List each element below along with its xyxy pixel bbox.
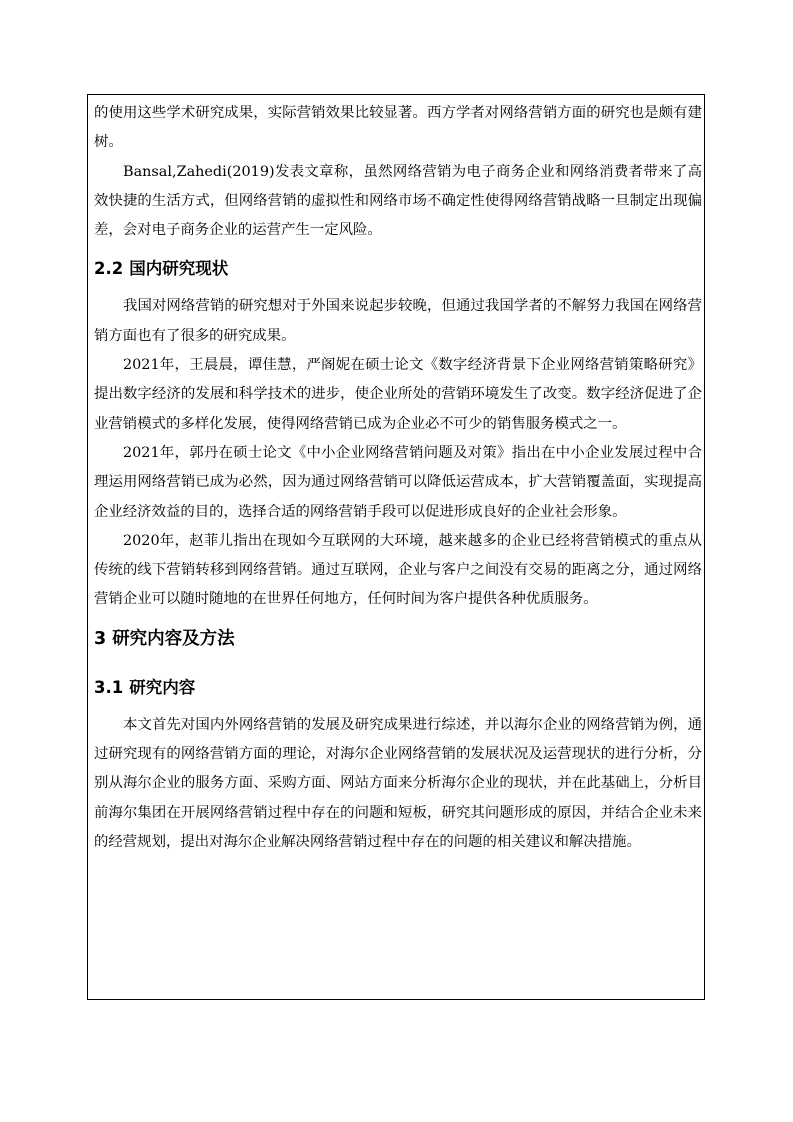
heading-title: 研究内容及方法 [112, 628, 235, 649]
paragraph-zhao-2020: 2020年，赵菲儿指出在现如今互联网的大环境，越来越多的企业已经将营销模式的重点从传统的线下营销转移到网络营销。通过互联网，企业与客户之间没有交易的距离之分，通过网络营销企业可以随时随地的在世界任何地方，任何时间为客户提供各种优质服务。 [94, 532, 702, 608]
paragraph-bansal: Bansal,Zahedi(2019)发表文章称，虽然网络营销为电子商务企业和网络消费者带来了高效快捷的生活方式，但网络营销的虚拟性和网络市场不确定性使得网络营销战略一旦制定出现偏差，会对电子商务企业的运营产生一定风险。 [94, 163, 702, 239]
heading-number: 3.1 [94, 677, 124, 697]
heading-title: 国内研究现状 [129, 259, 229, 279]
paragraph-research-content: 本文首先对国内外网络营销的发展及研究成果进行综述，并以海尔企业的网络营销为例，通过研究现有的网络营销方面的理论，对海尔企业网络营销的发展状况及运营现状的进行分析，分别从海尔企业的服务方面、采购方面、网站方面来分析海尔企业的现状，并在此基础上，分析目前海尔集团在开展网络营销过程中存在的问题和短板，研究其问题形成的原因，并结合企业未来的经营规划，提出对海尔企业解决网络营销过程中存在的问题的相关建议和解决措施。 [94, 716, 702, 850]
paragraph-continued: 的使用这些学术研究成果，实际营销效果比较显著。西方学者对网络营销方面的研究也是颇有建树。 [94, 105, 702, 151]
heading-number: 2.2 [94, 259, 124, 279]
heading-3-1 [94, 664, 702, 711]
heading-title: 研究内容 [129, 677, 196, 697]
document-body [94, 99, 702, 857]
paragraph-domestic-intro: 我国对网络营销的研究想对于外国来说起步较晚，但通过我国学者的不解努力我国在网络营销方面也有了很多的研究成果。 [94, 298, 702, 344]
paragraph-wang-2021: 2021年，王晨晨，谭佳慧，严阁妮在硕士论文《数字经济背景下企业网络营销策略研究》提出数字经济的发展和科学技术的进步，使企业所处的营销环境发生了改变。数字经济促进了企业营销模式的多样化发展，使得网络营销已成为企业必不可少的销售服务模式之一。 [94, 357, 702, 432]
heading-number: 3 [94, 628, 107, 649]
heading-2-2 [94, 245, 702, 292]
heading-3 [94, 615, 702, 664]
paragraph-guo-2021: 2021年，郭丹在硕士论文《中小企业网络营销问题及对策》指出在中小企业发展过程中合理运用网络营销已成为必然，因为通过网络营销可以降低运营成本，扩大营销覆盖面，实现提高企业经济效益的目的，选择合适的网络营销手段可以促进形成良好的企业社会形象。 [94, 444, 702, 520]
